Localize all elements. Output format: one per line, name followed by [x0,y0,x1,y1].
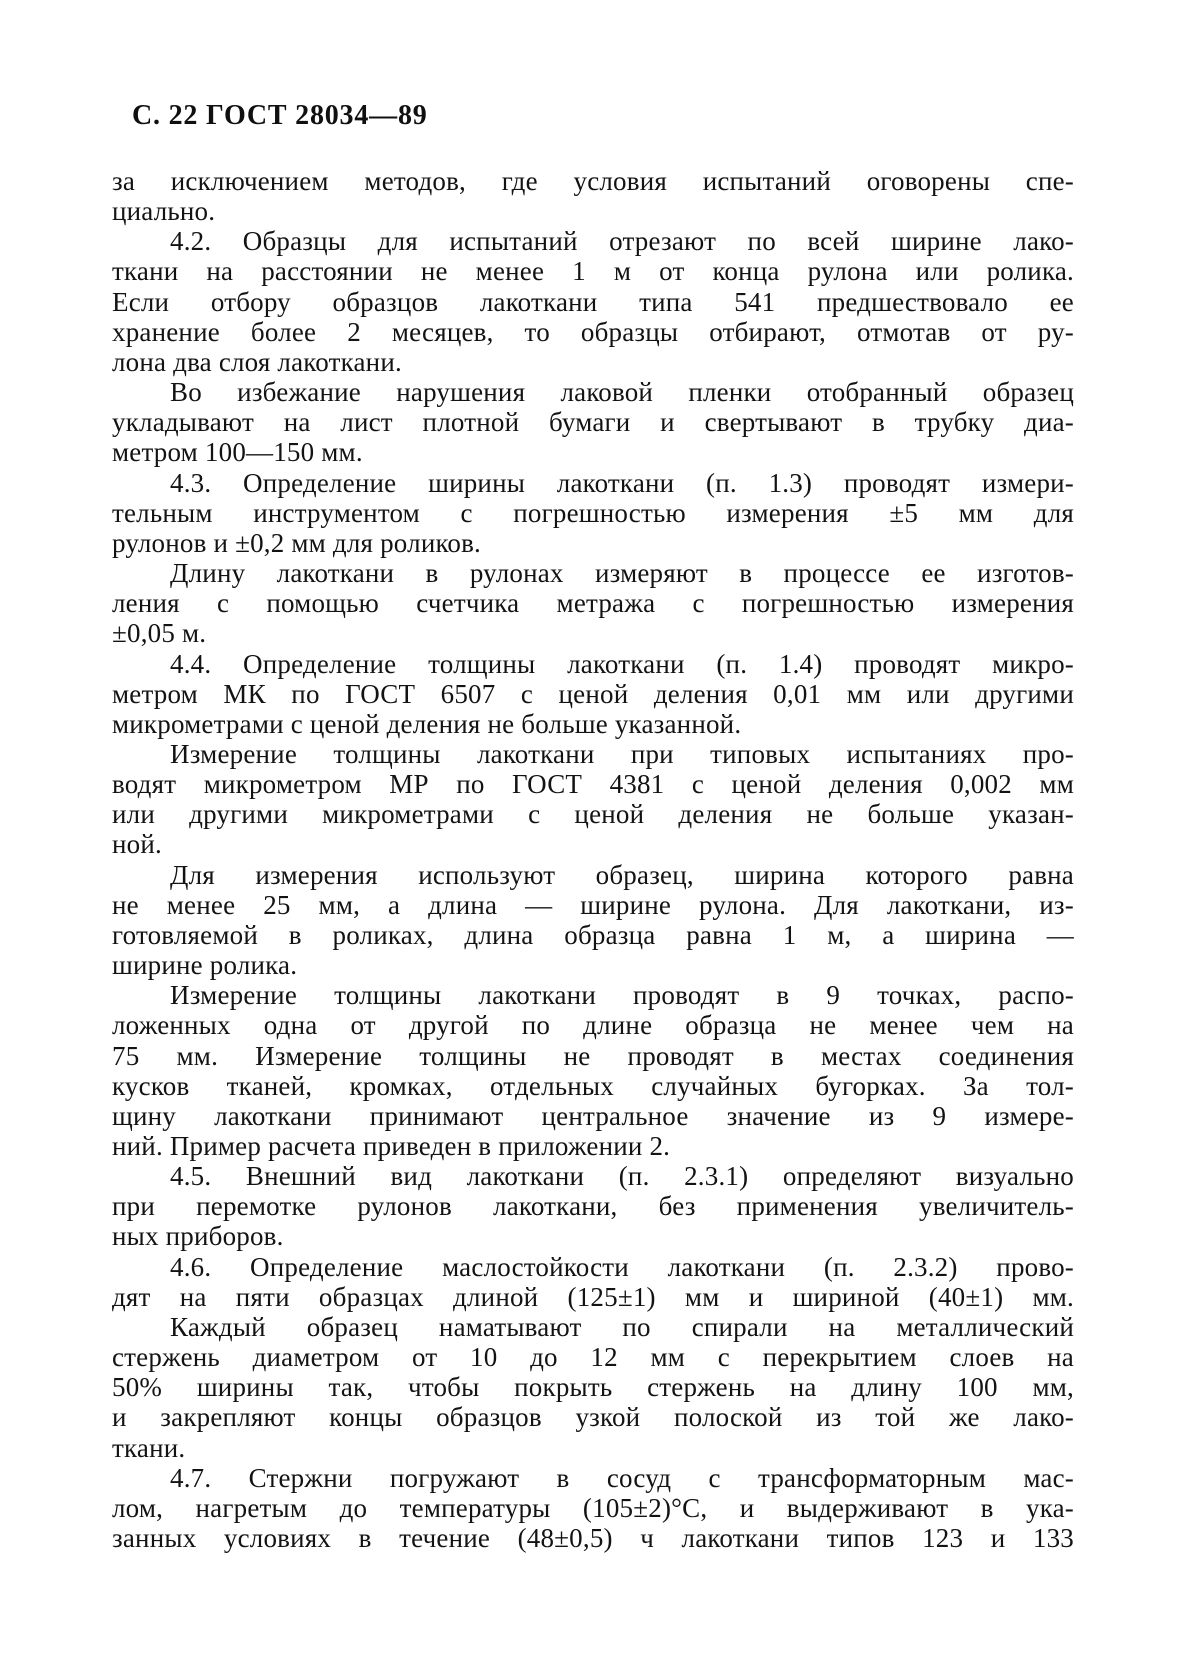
text-line: ткани на расстоянии не менее 1 м от конца рулона или ролика. [112,256,1074,287]
text-line: дят на пяти образцах длиной (125±1) мм и шириной (40±1) мм. [112,1281,1074,1312]
text-line: ширине ролика. [112,950,298,981]
text-line: рулонов и ±0,2 мм для роликов. [112,527,482,558]
text-line: 4.4. Определение толщины лакоткани (п. 1.4) проводят микро- [170,648,1074,679]
paragraph [112,1463,1074,1553]
paragraph [112,558,1074,648]
text-line: 4.7. Стержни погружают в сосуд с трансформаторным мас- [170,1462,1074,1493]
text-line: Измерение толщины лакоткани проводят в 9 точках, распо- [170,980,1074,1011]
paragraph [112,377,1074,467]
paragraph [112,649,1074,739]
paragraph [112,468,1074,558]
paragraph [112,1252,1074,1312]
text-line: или другими микрометрами с ценой деления не больше указан- [112,799,1074,830]
text-line: укладывают на лист плотной бумаги и свертывают в трубку диа- [112,407,1074,438]
paragraph [112,739,1074,860]
text-line: Измерение толщины лакоткани при типовых испытаниях про- [170,738,1074,769]
text-line: Для измерения используют образец, ширина которого равна [170,859,1074,890]
page-header: С. 22 ГОСТ 28034—89 [132,100,428,131]
text-line: кусков тканей, кромках, отдельных случайных бугорках. За тол- [112,1070,1074,1101]
text-line: метром МК по ГОСТ 6507 с ценой деления 0,01 мм или другими [112,678,1074,709]
text-line: при перемотке рулонов лакоткани, без применения увеличитель- [112,1191,1074,1222]
text-line: ложенных одна от другой по длине образца не менее чем на [112,1010,1074,1041]
text-line: хранение более 2 месяцев, то образцы отбирают, отмотав от ру- [112,316,1074,347]
text-line: щину лакоткани принимают центральное значение из 9 измере- [112,1100,1074,1131]
text-line: Если отбору образцов лакоткани типа 541 предшествовало ее [112,286,1074,317]
text-line: ткани. [112,1432,186,1463]
text-line: циально. [112,196,216,227]
text-line: 4.6. Определение маслостойкости лакоткани (п. 2.3.2) прово- [170,1251,1074,1282]
text-line: водят микрометром МР по ГОСТ 4381 с ценой деления 0,002 мм [112,769,1074,800]
text-line: 75 мм. Измерение толщины не проводят в местах соединения [112,1040,1074,1071]
paragraph [112,1161,1074,1251]
text-line: не менее 25 мм, а длина — ширине рулона. Для лакоткани, из- [112,889,1074,920]
text-line: ных приборов. [112,1221,284,1252]
page-body [112,166,1074,1553]
text-line: ной. [112,829,162,860]
text-line: Длину лакоткани в рулонах измеряют в процессе ее изготов- [170,558,1074,589]
text-line: 4.3. Определение ширины лакоткани (п. 1.3) проводят измери- [170,467,1074,498]
text-line: лом, нагретым до температуры (105±2)°С, и выдерживают в ука- [112,1492,1074,1523]
text-line: лона два слоя лакоткани. [112,346,402,377]
paragraph [112,980,1074,1161]
text-line: 4.5. Внешний вид лакоткани (п. 2.3.1) определяют визуально [170,1161,1074,1192]
text-line: ления с помощью счетчика метража с погрешностью измерения [112,588,1074,619]
text-line: микрометрами с ценой деления не больше указанной. [112,708,742,739]
paragraph [112,166,1074,226]
text-line: занных условиях в течение (48±0,5) ч лакоткани типов 123 и 133 [112,1523,1074,1554]
text-line: готовляемой в роликах, длина образца равна 1 м, а ширина — [112,919,1074,950]
paragraph [112,860,1074,981]
text-line: 4.2. Образцы для испытаний отрезают по всей ширине лако- [170,226,1074,257]
paragraph [112,226,1074,377]
paragraph [112,1312,1074,1463]
text-line: тельным инструментом с погрешностью измерения ±5 мм для [112,497,1074,528]
text-line: ±0,05 м. [112,618,207,649]
text-line: 50% ширины так, чтобы покрыть стержень на длину 100 мм, [112,1372,1074,1403]
text-line: стержень диаметром от 10 до 12 мм с перекрытием слоев на [112,1342,1074,1373]
text-line: за исключением методов, где условия испытаний оговорены спе- [112,166,1074,196]
text-line: Каждый образец наматывают по спирали на металлический [170,1311,1074,1342]
text-line: ний. Пример расчета приведен в приложении 2. [112,1131,671,1161]
text-line: Во избежание нарушения лаковой пленки отобранный образец [170,377,1074,408]
text-line: и закрепляют концы образцов узкой полоской из той же лако- [112,1402,1074,1433]
text-line: метром 100—150 мм. [112,437,363,468]
